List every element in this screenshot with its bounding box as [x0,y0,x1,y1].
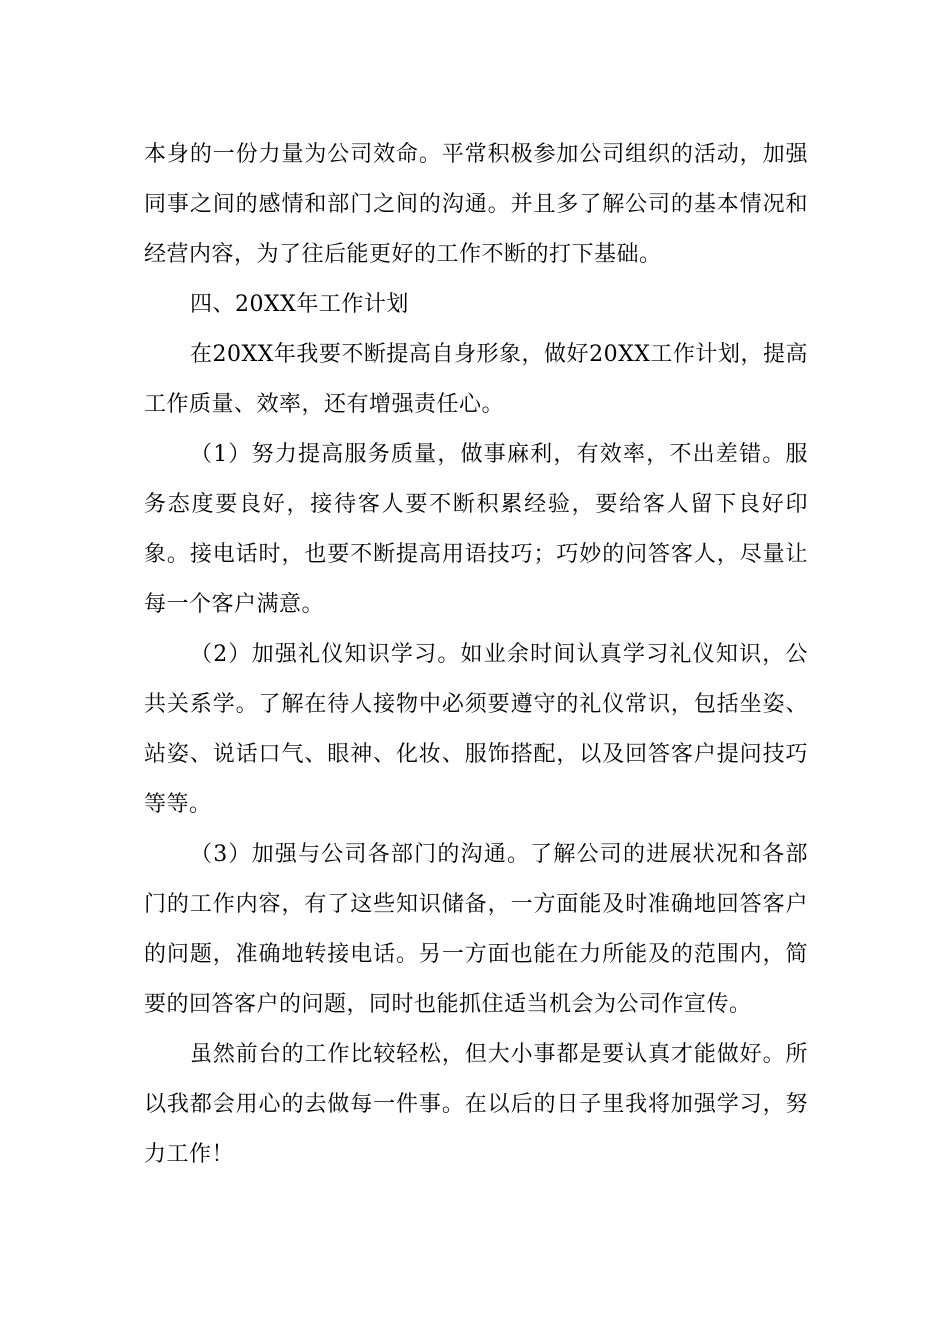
paragraph-continued: 本身的一份力量为公司效命。平常积极参加公司组织的活动，加强同事之间的感情和部门之间的沟通。并且多了解公司的基本情况和经营内容，为了往后能更好的工作不断的打下基础。 [144,142,808,267]
paragraph-item-2: （2）加强礼仪知识学习。如业余时间认真学习礼仪知识，公共关系学。了解在待人接物中必须要遵守的礼仪常识，包括坐姿、站姿、说话口气、眼神、化妆、服饰搭配，以及回答客户提问技巧等等。 [144,642,808,817]
document-body [144,130,808,1180]
paragraph-item-3: （3）加强与公司各部门的沟通。了解公司的进展状况和各部门的工作内容，有了这些知识储备，一方面能及时准确地回答客户的问题，准确地转接电话。另一方面也能在力所能及的范围内，简要的回答客户的问题，同时也能抓住适当机会为公司作宣传。 [144,842,808,1017]
paragraph-closing: 虽然前台的工作比较轻松，但大小事都是要认真才能做好。所以我都会用心的去做每一件事。在以后的日子里我将加强学习，努力工作！ [144,1042,808,1167]
paragraph-item-1: （1）努力提高服务质量，做事麻利，有效率，不出差错。服务态度要良好，接待客人要不断积累经验，要给客人留下良好印象。接电话时，也要不断提高用语技巧；巧妙的问答客人，尽量让每一个客户满意。 [144,442,808,617]
paragraph-plan-intro: 在20XX年我要不断提高自身形象，做好20XX工作计划，提高工作质量、效率，还有增强责任心。 [144,342,808,417]
section-heading: 四、20XX年工作计划 [190,292,409,317]
